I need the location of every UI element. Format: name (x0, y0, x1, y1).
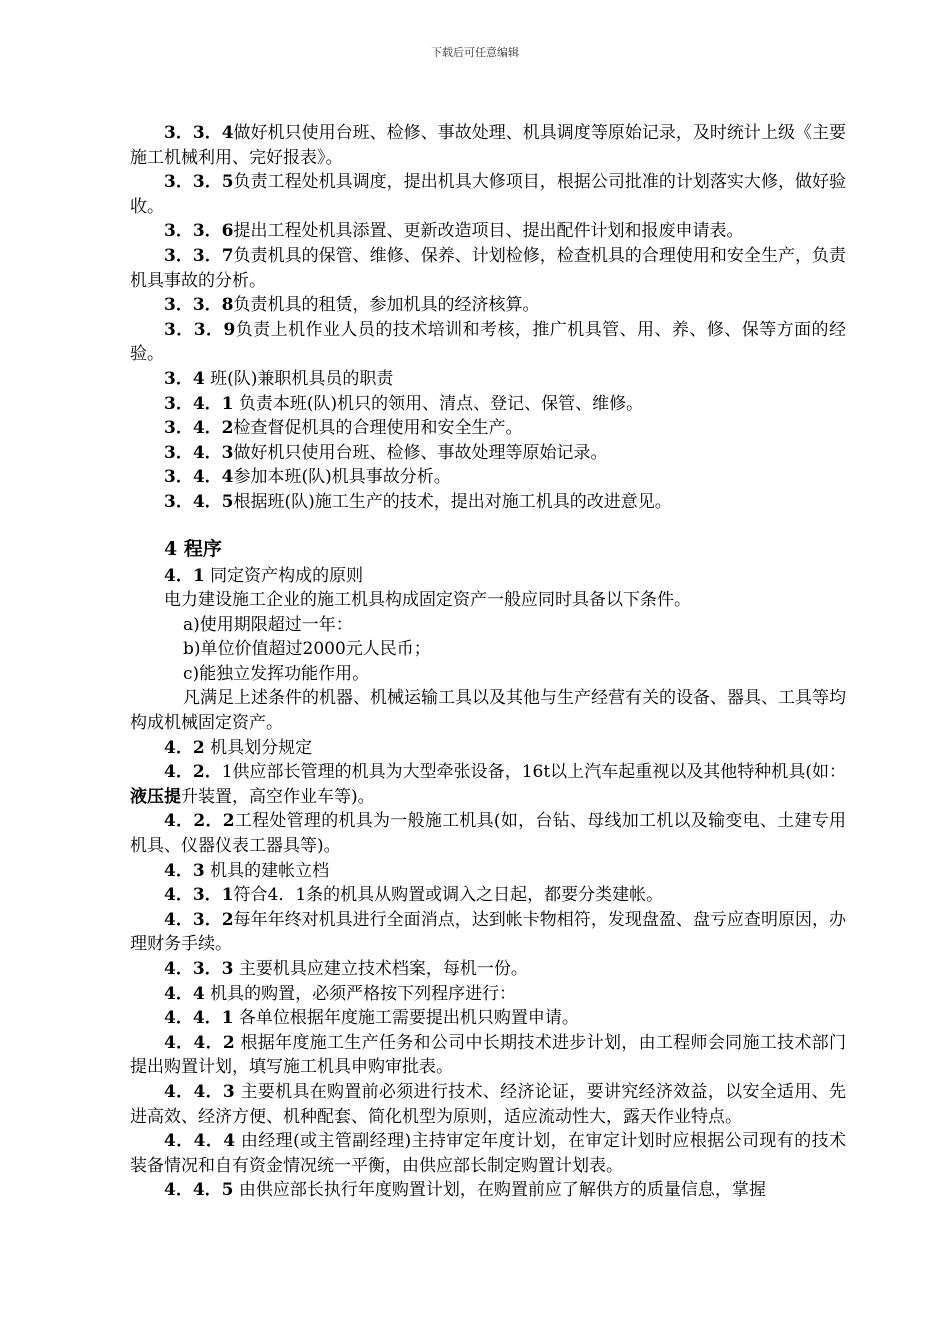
clause-4-3: 4．3 机具的建帐立档 (164, 860, 330, 881)
clause-3-3-4: 3．3．4做好机只使用台班、检修、事故处理、机具调度等原始记录，及时统计上级《主要施工机械利用、完好报表》。 (130, 123, 846, 168)
section-4-heading: 4 程序 (164, 537, 222, 560)
list-item: b)单位价值超过2000元人民币； (183, 639, 431, 660)
clause-4-1: 4．1 同定资产构成的原则 (164, 565, 364, 586)
clause-4-1-intro: 电力建设施工企业的施工机具构成固定资产一般应同时具备以下条件。 (164, 590, 691, 611)
clause-4-3-3: 4．3．3 主要机具应建立技术档案，每机一份。 (164, 959, 528, 979)
clause-3-3-6: 3．3．6提出工程处机具添置、更新改造项目、提出配件计划和报废申请表。 (164, 221, 744, 242)
clause-4-4-4: 4．4．4 由经理(或主管副经理)主持审定年度计划，在审定计划时应根据公司现有的技术装备情况和自有资金情况统一平衡，由供应部长制定购置计划表。 (130, 1131, 846, 1176)
clause-4-4-1: 4．4．1 各单位根据年度施工需要提出机只购置申请。 (164, 1008, 579, 1029)
clause-3-3-8: 3．3．8负责机具的租赁，参加机具的经济核算。 (164, 295, 540, 316)
list-item: c)能独立发挥功能作用。 (183, 663, 370, 684)
document-body (130, 121, 846, 1203)
clause-3-4-5: 3．4．5根据班(队)施工生产的技术，提出对施工机具的改进意见。 (164, 491, 672, 512)
clause-3-4-4: 3．4．4参加本班(队)机具事故分析。 (164, 467, 451, 488)
clause-4-4-5: 4．4．5 由供应部长执行年度购置计划，在购置前应了解供方的质量信息，掌握 (164, 1180, 766, 1201)
clause-4-2-2: 4．2．2工程处管理的机具为一般施工机具(如，台钻、母线加工机以及输变电、土建专用机具、仪器仪表工器具等)。 (130, 811, 846, 857)
clause-3-4-2: 3．4．2检查督促机具的合理使用和安全生产。 (164, 418, 523, 439)
clause-3-4-3: 3．4．3做好机只使用台班、检修、事故处理等原始记录。 (164, 442, 608, 463)
clause-4-4: 4．4 机具的购置，必须严格按下列程序进行： (164, 983, 517, 1004)
clause-3-3-7: 3．3．7负责机具的保管、维修、保养、计划检修，检查机具的合理使用和安全生产，负责机具事故的分析。 (130, 245, 846, 291)
clause-4-4-2: 4．4．2 根据年度施工生产任务和公司中长期技术进步计划，由工程师会同施工技术部门提出购置计划，填写施工机具申购审批表。 (130, 1032, 846, 1078)
clause-4-4-3: 4．4．3 主要机具在购置前必须进行技术、经济论证，要讲究经济效益，以安全适用、先进高效、经济方便、机种配套、简化机型为原则，适应流动性大，露天作业特点。 (130, 1081, 846, 1127)
list-item: a)使用期限超过一年： (183, 614, 353, 635)
clause-4-2-1: 4．2．1供应部长管理的机具为大型牵张设备，16t以上汽车起重视以及其他特种机具(如：液压提升装置，高空作业车等)。 (130, 762, 846, 807)
clause-3-4: 3．4 班(队)兼职机具员的职责 (164, 368, 394, 389)
clause-3-3-5: 3．3．5负责工程处机具调度，提出机具大修项目，根据公司批准的计划落实大修，做好验收。 (130, 172, 846, 217)
page-header: 下载后可任意编辑 (431, 46, 519, 59)
clause-4-3-1: 4．3．1符合4．1条的机具从购置或调入之日起，都要分类建帐。 (164, 885, 664, 906)
clause-4-3-2: 4．3．2每年年终对机具进行全面消点，达到帐卡物相符，发现盘盈、盘亏应查明原因，办理财务手续。 (130, 909, 846, 955)
clause-4-1-summary: 凡满足上述条件的机器、机械运输工具以及其他与生产经营有关的设备、器具、工具等均构成机械固定资产。 (130, 688, 846, 734)
clause-3-4-1: 3．4．1 负责本班(队)机只的领用、清点、登记、保管、维修。 (164, 393, 644, 414)
clause-4-2: 4．2 机具划分规定 (164, 737, 313, 758)
clause-3-3-9: 3．3．9负责上机作业人员的技术培训和考核，推广机具管、用、养、修、保等方面的经验。 (130, 319, 846, 365)
